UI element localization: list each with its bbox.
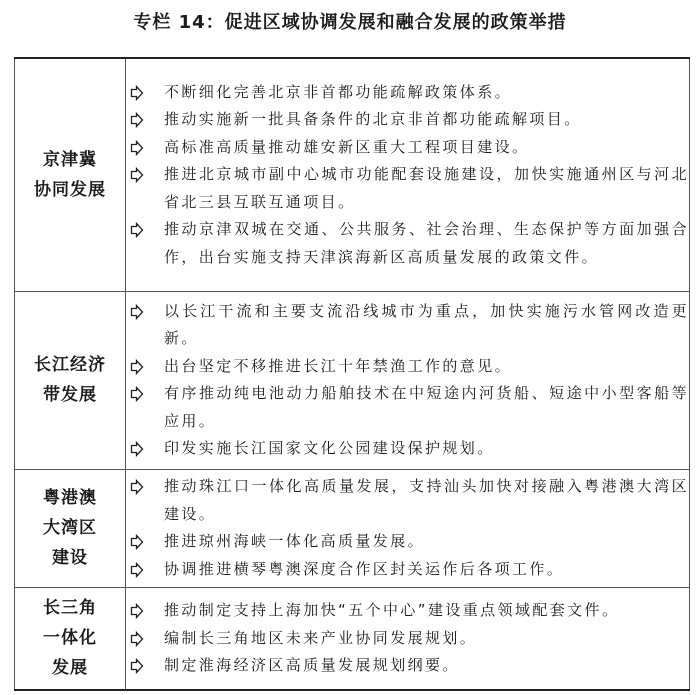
policy-item (126, 216, 689, 271)
policy-item (126, 528, 689, 556)
policy-item (126, 473, 689, 528)
outline-arrow-right-icon (130, 441, 144, 457)
outline-arrow-right-icon (130, 479, 144, 495)
policy-item (126, 134, 689, 162)
policy-item (126, 597, 689, 625)
policy-item (126, 298, 689, 353)
outline-arrow-right-icon (130, 85, 144, 101)
policy-item-text: 编制长三角地区未来产业协同发展规划。 (164, 628, 478, 647)
outline-arrow-right-icon (130, 222, 144, 238)
region-name-line: 发展 (52, 658, 88, 679)
policy-item-text: 推动制定支持上海加快“五个中心”建设重点领域配套文件。 (164, 601, 620, 619)
policy-item (126, 380, 689, 435)
policy-item-text: 推动实施新一批具备条件的北京非首都功能疏解项目。 (164, 110, 582, 128)
policy-item (126, 79, 689, 107)
policy-items-cell (126, 58, 690, 291)
outline-arrow-right-icon (130, 112, 144, 128)
policy-item (126, 556, 689, 584)
region-name-line: 粤港澳 (43, 488, 97, 508)
policy-item-text: 出台坚定不移推进长江十年禁渔工作的意见。 (164, 356, 513, 375)
policy-item-text: 有序推动纯电池动力船舶技术在中短途内河货船、短途中小型客船等应用。 (164, 384, 689, 430)
policy-item (126, 435, 689, 463)
region-name-cell (15, 587, 126, 690)
policy-item-text: 协调推进横琴粤澳深度合作区封关运作后各项工作。 (164, 559, 565, 578)
region-name-line: 大湾区 (43, 518, 97, 538)
policy-item-text: 制定淮海经济区高质量发展规划纲要。 (164, 656, 460, 674)
outline-arrow-right-icon (130, 631, 144, 647)
policy-item-text: 印发实施长江国家文化公园建设保护规划。 (164, 439, 495, 457)
policy-item (126, 353, 689, 381)
outline-arrow-right-icon (130, 603, 144, 619)
policy-item-text: 推动珠江口一体化高质量发展，支持汕头加快对接融入粤港澳大湾区建设。 (164, 477, 689, 523)
outline-arrow-right-icon (130, 562, 144, 578)
region-name-line: 带发展 (43, 385, 97, 405)
policy-item-text: 推进北京城市副中心城市功能配套设施建设，加快实施通州区与河北省北三县互联互通项目。 (164, 165, 689, 211)
region-name-line: 一体化 (43, 628, 97, 649)
policy-item-text: 推进琼州海峡一体化高质量发展。 (164, 532, 426, 550)
outline-arrow-right-icon (130, 658, 144, 674)
region-name-line: 长三角 (43, 598, 97, 619)
policy-items-cell (126, 469, 690, 587)
page-title: 专栏 14：促进区域协调发展和融合发展的政策举措 (133, 12, 567, 33)
region-row (15, 587, 690, 690)
region-name-cell (15, 469, 126, 587)
policy-table-body (15, 58, 690, 690)
policy-table (14, 57, 690, 691)
outline-arrow-right-icon (130, 386, 144, 402)
policy-item-text: 以长江干流和主要支流沿线城市为重点，加快实施污水管网改造更新。 (164, 301, 689, 347)
outline-arrow-right-icon (130, 359, 144, 375)
region-name-line: 建设 (52, 548, 88, 568)
region-name-line: 京津冀 (43, 149, 97, 170)
region-row (15, 291, 690, 469)
region-row (15, 469, 690, 587)
policy-items-cell (126, 291, 690, 469)
policy-items-cell (126, 587, 690, 690)
policy-item-text: 推动京津双城在交通、公共服务、社会治理、生态保护等方面加强合作，出台实施支持天津滨海新区高质量发展的政策文件。 (164, 220, 689, 266)
outline-arrow-right-icon (130, 534, 144, 550)
outline-arrow-right-icon (130, 304, 144, 320)
policy-item-text: 高标准高质量推动雄安新区重大工程项目建设。 (164, 137, 530, 156)
region-name-line: 协同发展 (34, 179, 106, 200)
policy-item (126, 625, 689, 653)
region-name-cell (15, 291, 126, 469)
policy-item-text: 不断细化完善北京非首都功能疏解政策体系。 (164, 82, 513, 101)
policy-item (126, 106, 689, 134)
policy-item (126, 652, 689, 680)
region-name-line: 长江经济 (34, 355, 106, 375)
region-row (15, 58, 690, 291)
outline-arrow-right-icon (130, 167, 144, 183)
policy-item (126, 161, 689, 216)
outline-arrow-right-icon (130, 140, 144, 156)
region-name-cell (15, 58, 126, 291)
